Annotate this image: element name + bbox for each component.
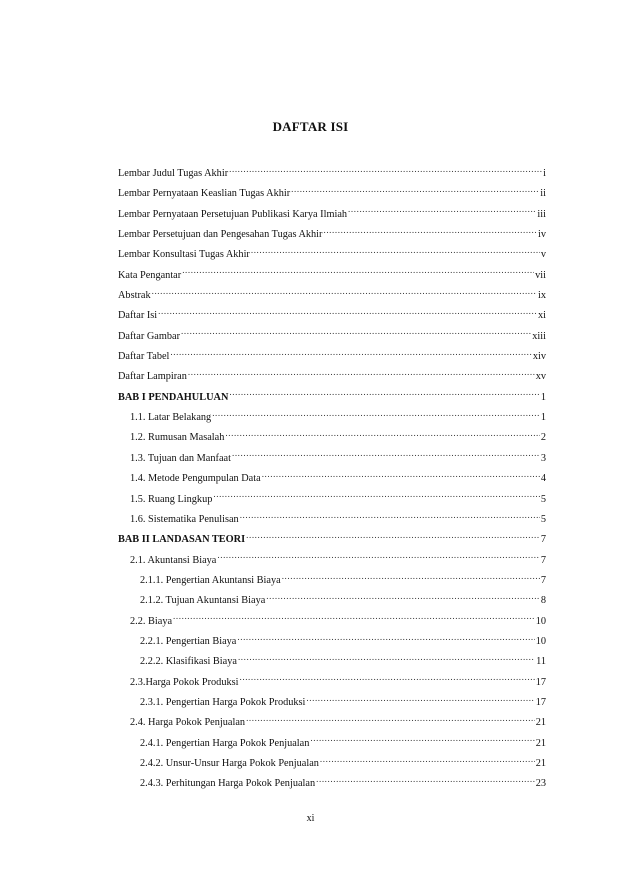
toc-entry	[118, 774, 546, 794]
toc-entry-label: Daftar Isi	[118, 310, 158, 322]
dot-leader	[348, 207, 536, 217]
toc-entry-label: 2.4.3. Perhitungan Harga Pokok Penjualan	[140, 778, 316, 790]
toc-entry	[118, 551, 546, 571]
toc-entry	[118, 632, 546, 652]
toc-entry-label: Daftar Tabel	[118, 351, 170, 363]
toc-entry-label: 1.2. Rumusan Masalah	[130, 432, 225, 444]
toc-entry-page: xiv	[532, 351, 546, 363]
toc-entry-label: 1.4. Metode Pengumpulan Data	[130, 473, 261, 485]
dot-leader	[238, 654, 535, 664]
dot-leader	[246, 532, 540, 542]
toc-entry-page: 21	[535, 717, 546, 729]
toc-entry	[118, 612, 546, 632]
toc-entry	[118, 164, 546, 184]
toc-entry-label: 2.4.2. Unsur-Unsur Harga Pokok Penjualan	[140, 757, 319, 769]
toc-entry-page: 10	[535, 635, 546, 647]
toc-entry-label: 1.6. Sistematika Penulisan	[130, 513, 239, 525]
toc-entry-label: 2.3.1. Pengertian Harga Pokok Produksi	[140, 696, 306, 708]
toc-entry	[118, 245, 546, 265]
toc-entry-label: 2.2. Biaya	[130, 615, 173, 627]
toc-entry	[118, 347, 546, 367]
toc-entry	[118, 408, 546, 428]
toc-entry-page: 10	[535, 615, 546, 627]
toc-entry	[118, 449, 546, 469]
toc-entry-page: 21	[535, 757, 546, 769]
toc-entry-page: ii	[540, 188, 546, 200]
dot-leader	[217, 553, 539, 563]
dot-leader	[262, 471, 540, 481]
toc-entry-label: BAB I PENDAHULUAN	[118, 391, 229, 403]
toc-entry-label: Kata Pengantar	[118, 269, 182, 281]
toc-entry	[118, 367, 546, 387]
toc-entry-page: 11	[536, 656, 546, 668]
toc-entry-page: ix	[537, 290, 546, 302]
toc-entry	[118, 428, 546, 448]
toc-entry-page: xiii	[532, 330, 546, 342]
dot-leader	[213, 492, 539, 502]
dot-leader	[266, 593, 540, 603]
toc-entry	[118, 490, 546, 510]
dot-leader	[316, 776, 535, 786]
page-title: DAFTAR ISI	[272, 119, 349, 134]
toc-entry	[118, 591, 546, 611]
dot-leader	[182, 268, 534, 278]
toc-entry	[118, 673, 546, 693]
dot-leader	[173, 614, 535, 624]
dot-leader	[246, 715, 535, 725]
toc-entry-label: 2.4.1. Pengertian Harga Pokok Penjualan	[140, 737, 310, 749]
toc-entry	[118, 713, 546, 733]
toc-entry	[118, 571, 546, 591]
dot-leader	[225, 430, 539, 440]
dot-leader	[320, 756, 535, 766]
toc-entry	[118, 754, 546, 774]
dot-leader	[310, 736, 534, 746]
page-number-footer: xi	[306, 813, 315, 824]
toc-entry	[118, 510, 546, 530]
toc-entry-page: xv	[535, 371, 546, 383]
dot-leader	[212, 410, 540, 420]
toc-entry-label: Lembar Konsultasi Tugas Akhir	[118, 249, 250, 261]
toc-entry-page: 23	[535, 778, 546, 790]
toc-entry-page: v	[540, 249, 546, 261]
toc-entry-page: 5	[540, 513, 546, 525]
toc-entry-label: Lembar Pernyataan Persetujuan Publikasi Karya Ilmiah	[118, 208, 348, 220]
dot-leader	[170, 349, 531, 359]
dot-leader	[229, 166, 542, 176]
toc-entry-page: iii	[537, 208, 546, 220]
toc-entry-page: 8	[540, 595, 546, 607]
toc-entry-page: 4	[540, 473, 546, 485]
toc-entry	[118, 388, 546, 408]
toc-entry-page: 5	[540, 493, 546, 505]
toc-entry	[118, 286, 546, 306]
toc-entry-label: Lembar Judul Tugas Akhir	[118, 168, 229, 179]
dot-leader	[181, 329, 531, 339]
toc-entry-label: 2.4. Harga Pokok Penjualan	[130, 717, 246, 729]
toc-entry-page: 17	[535, 676, 546, 688]
dot-leader	[237, 634, 534, 644]
toc-entry-label: 2.2.1. Pengertian Biaya	[140, 635, 237, 647]
toc-entry-label: 1.5. Ruang Lingkup	[130, 493, 213, 505]
dot-leader	[188, 369, 535, 379]
toc-entry-label: Daftar Lampiran	[118, 371, 187, 383]
toc-entry-label: 2.1.1. Pengertian Akuntansi Biaya	[140, 574, 281, 586]
toc-entry-label: Daftar Gambar	[118, 330, 181, 342]
toc-entry-label: Lembar Pernyataan Keaslian Tugas Akhir	[118, 188, 291, 200]
toc-entry	[118, 693, 546, 713]
toc-entry-label: BAB II LANDASAN TEORI	[118, 534, 246, 546]
dot-leader	[152, 288, 537, 298]
toc-entry-label: 2.1.2. Tujuan Akuntansi Biaya	[140, 595, 266, 607]
toc-entry-page: 2	[540, 432, 546, 444]
dot-leader	[158, 308, 537, 318]
toc-entry-page: 17	[535, 696, 546, 708]
toc-entry	[118, 734, 546, 754]
toc-entry-label: 2.3.Harga Pokok Produksi	[130, 676, 239, 688]
toc-entry-page: iv	[537, 229, 546, 241]
toc-entry-page: 1	[540, 412, 546, 424]
table-of-contents	[118, 164, 546, 795]
toc-entry-page: 21	[535, 737, 546, 749]
toc-entry	[118, 205, 546, 225]
toc-entry	[118, 266, 546, 286]
toc-entry	[118, 225, 546, 245]
dot-leader	[306, 695, 534, 705]
dot-leader	[229, 390, 539, 400]
toc-entry	[118, 184, 546, 204]
toc-entry	[118, 530, 546, 550]
dot-leader	[232, 451, 540, 461]
toc-entry-page: 7	[540, 554, 546, 566]
toc-entry-page: vii	[535, 269, 546, 281]
toc-entry-label: 1.3. Tujuan dan Manfaat	[130, 452, 231, 464]
toc-entry-page: i	[543, 168, 546, 179]
toc-entry-page: 7	[540, 534, 546, 546]
toc-entry-label: Lembar Persetujuan dan Pengesahan Tugas Akhir	[118, 229, 323, 241]
dot-leader	[240, 675, 535, 685]
dot-leader	[282, 573, 540, 583]
toc-entry-label: 1.1. Latar Belakang	[130, 412, 212, 424]
toc-entry-page: 3	[540, 452, 546, 464]
dot-leader	[240, 512, 540, 522]
toc-entry	[118, 306, 546, 326]
toc-entry	[118, 652, 546, 672]
toc-entry-page: 7	[540, 574, 546, 586]
dot-leader	[323, 227, 537, 237]
dot-leader	[291, 186, 539, 196]
toc-entry	[118, 327, 546, 347]
toc-entry-page: xi	[537, 310, 546, 322]
toc-entry-label: 2.1. Akuntansi Biaya	[130, 554, 217, 566]
toc-entry-page: 1	[540, 391, 546, 403]
toc-entry	[118, 469, 546, 489]
toc-entry-label: 2.2.2. Klasifikasi Biaya	[140, 656, 237, 668]
toc-entry-label: Abstrak	[118, 290, 151, 302]
dot-leader	[251, 247, 540, 257]
